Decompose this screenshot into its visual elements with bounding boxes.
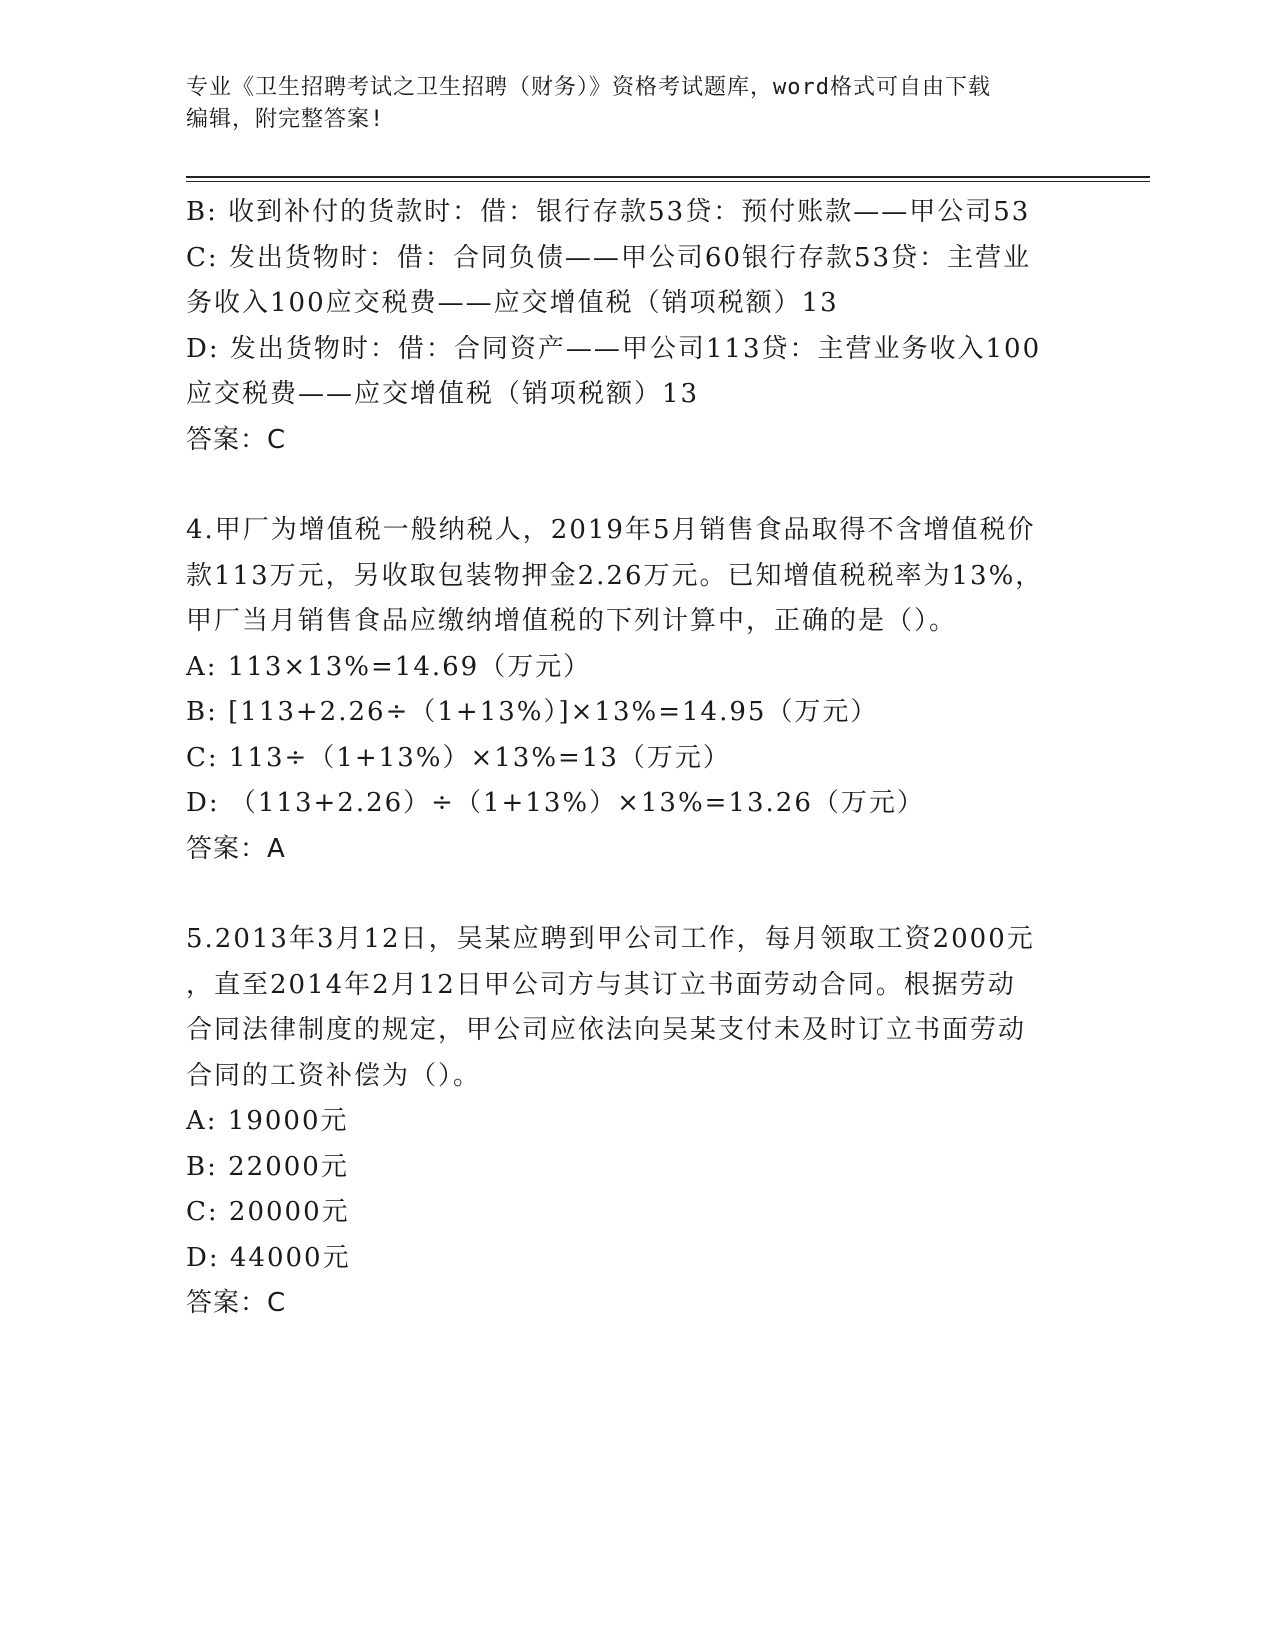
- question-3-block: [186, 190, 1086, 463]
- q4-option-b: B: [113+2.26÷（1+13%）]×13%=14.95（万元）: [186, 697, 879, 727]
- q5-stem-line-1: 5.2013年3月12日，吴某应聘到甲公司工作，每月领取工资2000元: [186, 924, 1035, 954]
- question-content: [186, 190, 1086, 1327]
- question-4-block: [186, 508, 1086, 872]
- question-5-block: [186, 917, 1086, 1327]
- header-divider-thick: [186, 176, 1150, 178]
- q5-stem-line-4: 合同的工资补偿为（）。: [186, 1060, 482, 1091]
- q3-option-d-line-2: 应交税费——应交增值税（销项税额）13: [186, 379, 700, 409]
- spacer: [186, 463, 1086, 508]
- header-line-2: 编辑，附完整答案!: [186, 107, 385, 132]
- q4-option-d: D: （113+2.26）÷（1+13%）×13%=13.26（万元）: [186, 788, 925, 818]
- header-line-1: 专业《卫生招聘考试之卫生招聘（财务）》资格考试题库，word格式可自由下载: [186, 75, 991, 100]
- q5-stem-line-3: 合同法律制度的规定，甲公司应依法向吴某支付未及时订立书面劳动: [186, 1015, 1027, 1045]
- spacer: [186, 872, 1086, 917]
- q4-option-a: A: 113×13%=14.69（万元）: [186, 651, 592, 682]
- q4-option-c: C: 113÷（1+13%）×13%=13（万元）: [186, 742, 731, 773]
- q5-answer: 答案：C: [186, 1288, 287, 1318]
- q5-option-c: C: 20000元: [186, 1197, 350, 1227]
- q5-option-a: A: 19000元: [186, 1106, 349, 1136]
- q4-stem-line-3: 甲厂当月销售食品应缴纳增值税的下列计算中，正确的是（）。: [186, 606, 958, 636]
- q4-stem-line-2: 款113万元，另收取包装物押金2.26万元。已知增值税税率为13%，: [186, 560, 1044, 591]
- q5-option-b: B: 22000元: [186, 1151, 349, 1182]
- q5-stem-line-2: ，直至2014年2月12日甲公司方与其订立书面劳动合同。根据劳动: [186, 969, 1016, 1000]
- q3-option-b: B: 收到补付的货款时：借：银行存款53贷：预付账款——甲公司53: [186, 197, 1031, 227]
- q4-answer: 答案：A: [186, 833, 286, 864]
- q3-option-d-line-1: D: 发出货物时：借：合同资产——甲公司113贷：主营业务收入100: [186, 333, 1042, 364]
- q4-stem-line-1: 4.甲厂为增值税一般纳税人，2019年5月销售食品取得不含增值税价: [186, 515, 1036, 545]
- q5-option-d: D: 44000元: [186, 1242, 351, 1273]
- header-divider-thin: [186, 181, 1150, 182]
- q3-option-c-line-2: 务收入100应交税费——应交增值税（销项税额）13: [186, 288, 839, 318]
- q3-answer: 答案：C: [186, 424, 287, 455]
- page-header: [186, 72, 1066, 136]
- q3-option-c-line-1: C: 发出货物时：借：合同负债——甲公司60银行存款53贷：主营业: [186, 242, 1032, 273]
